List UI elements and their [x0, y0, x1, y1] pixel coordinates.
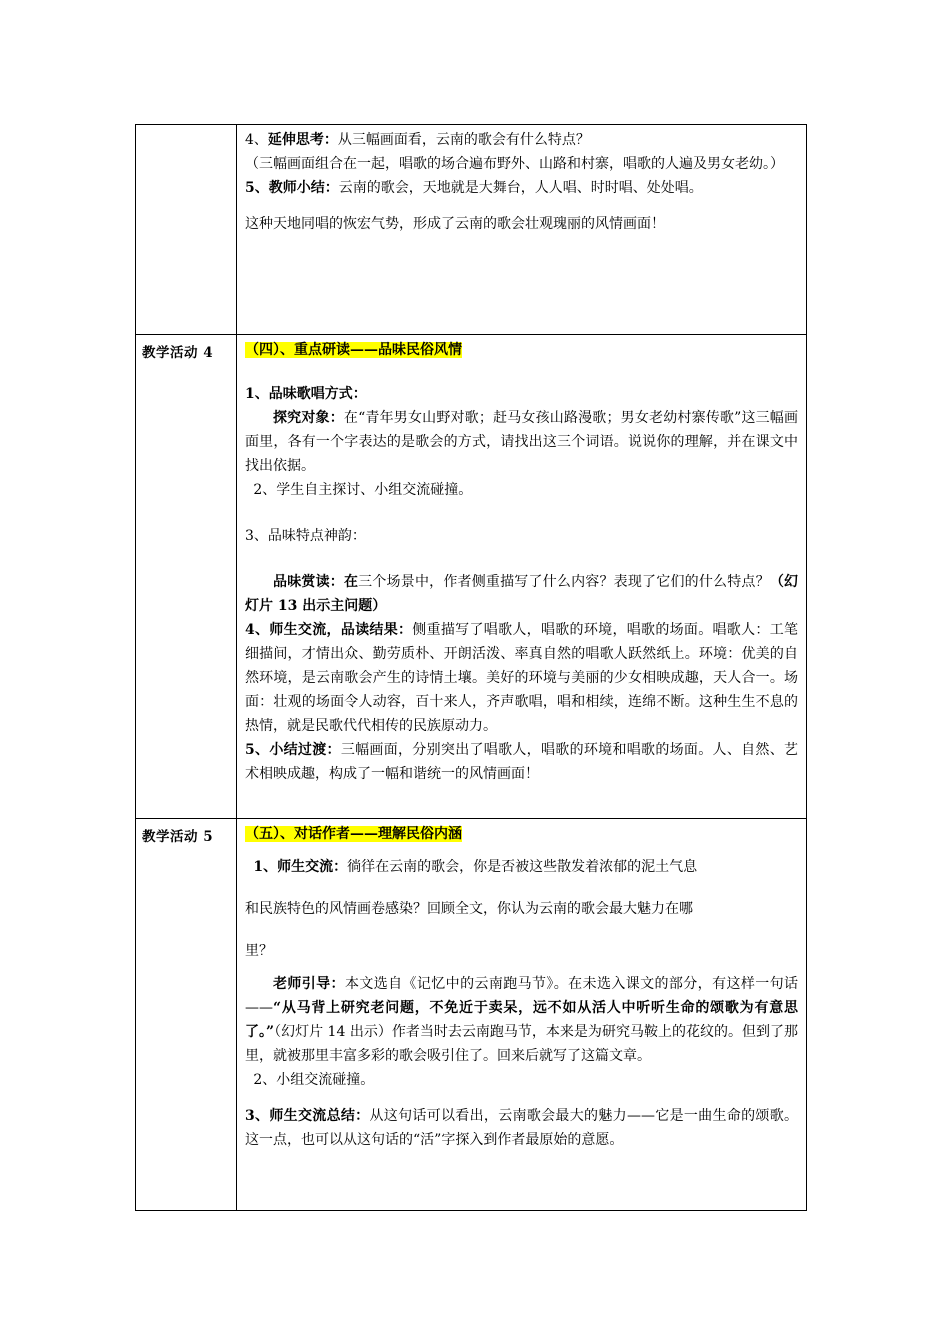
transition-paragraph: 5、小结过渡：三幅画面，分别突出了唱歌人，唱歌的环境和唱歌的场面。人、自然、艺术相映成趣，构成了一幅和谐统一的风情画面！ — [245, 742, 799, 782]
item-text: 从三幅画面看，云南的歌会有什么特点？ — [337, 132, 590, 148]
item-title: 延伸思考： — [267, 132, 338, 148]
list-item: 2、学生自主探讨、小组交流碰撞。 — [253, 482, 473, 498]
table-row — [136, 819, 807, 1211]
row-label: 教学活动 5 — [142, 829, 214, 845]
lesson-plan-table — [135, 124, 807, 1211]
item-text: 云南的歌会，天地就是大舞台，人人唱、时时唱、处处唱。 — [338, 180, 703, 196]
summary-paragraph: 3、师生交流总结：从这句话可以看出，云南歌会最大的魅力——它是一曲生命的颂歌。这一点，也可以从这句话的“活”字探入到作者最原始的意愿。 — [245, 1108, 798, 1148]
teacher-summary — [245, 176, 798, 200]
section-heading: （四）、重点研读——品味民俗风情 — [245, 342, 462, 358]
exchange-line: 里？ — [245, 943, 273, 959]
extend-thinking-question — [245, 128, 798, 152]
appreciate-paragraph: 品味赏读：在三个场景中，作者侧重描写了什么内容？表现了它们的什么特点？（幻灯片 13 出示主问题） — [245, 574, 799, 614]
item-title: 教师小结： — [268, 180, 339, 196]
extend-thinking-answer: （三幅画面组合在一起，唱歌的场合遍布野外、山路和村寨，唱歌的人遍及男女老幼。） — [245, 156, 784, 172]
row-content-cell — [237, 819, 807, 1211]
item-number: 4、 — [245, 132, 268, 148]
row-content-cell — [237, 125, 807, 335]
explore-paragraph: 探究对象：在“青年男女山野对歌；赶马女孩山路漫歌；男女老幼村寨传歌”这三幅画面里，各有一个字表达的是歌会的方式，请找出这三个词语。说说你的理解，并在课文中找出依据。 — [245, 410, 798, 474]
row-content-cell — [237, 335, 807, 819]
summary-paragraph: 这种天地同唱的恢宏气势，形成了云南的歌会壮观瑰丽的风情画面！ — [245, 216, 665, 232]
row-label-cell — [136, 819, 237, 1211]
item-title: 1、品味歌唱方式： — [245, 386, 367, 402]
exchange-line: 1、师生交流：徜徉在云南的歌会，你是否被这些散发着浓郁的泥土气息 — [253, 859, 698, 875]
item-number: 5、 — [245, 180, 269, 196]
guide-paragraph: 老师引导：本文选自《记忆中的云南跑马节》。在未选入课文的部分，有这样一句话——“从马背上研究老问题，不免近于卖呆，远不如从活人中听听生命的颂歌为有意思了。”（幻灯片 14 出示）作者当时去云南跑马节，本来是为研究马鞍上的花纹的。但到了那里，就被那里丰富多彩的歌会吸引住了。回来后就写了这篇文章。 — [245, 976, 799, 1064]
row-label-cell — [136, 125, 237, 335]
exchange-paragraph: 4、师生交流，品读结果：侧重描写了唱歌人，唱歌的环境，唱歌的场面。唱歌人：工笔细描间，才情出众、勤劳质朴、开朗活泼、率真自然的唱歌人跃然纸上。环境：优美的自然环境，是云南歌会产生的诗情土壤。美好的环境与美丽的少女相映成趣，天人合一。场面：壮观的场面令人动容，百十来人，齐声歌唱，唱和相续，连绵不断。这种生生不息的热情，就是民歌代代相传的民族原动力。 — [245, 622, 798, 734]
section-heading: （五）、对话作者——理解民俗内涵 — [245, 826, 462, 842]
row-label: 教学活动 4 — [142, 345, 214, 361]
table-row — [136, 335, 807, 819]
row-label — [136, 125, 236, 133]
table-row — [136, 125, 807, 335]
row-label-cell — [136, 335, 237, 819]
list-item: 3、品味特点神韵： — [245, 528, 366, 544]
list-item: 2、小组交流碰撞。 — [253, 1072, 375, 1088]
exchange-line: 和民族特色的风情画卷感染？回顾全文，你认为云南的歌会最大魅力在哪 — [245, 901, 693, 917]
